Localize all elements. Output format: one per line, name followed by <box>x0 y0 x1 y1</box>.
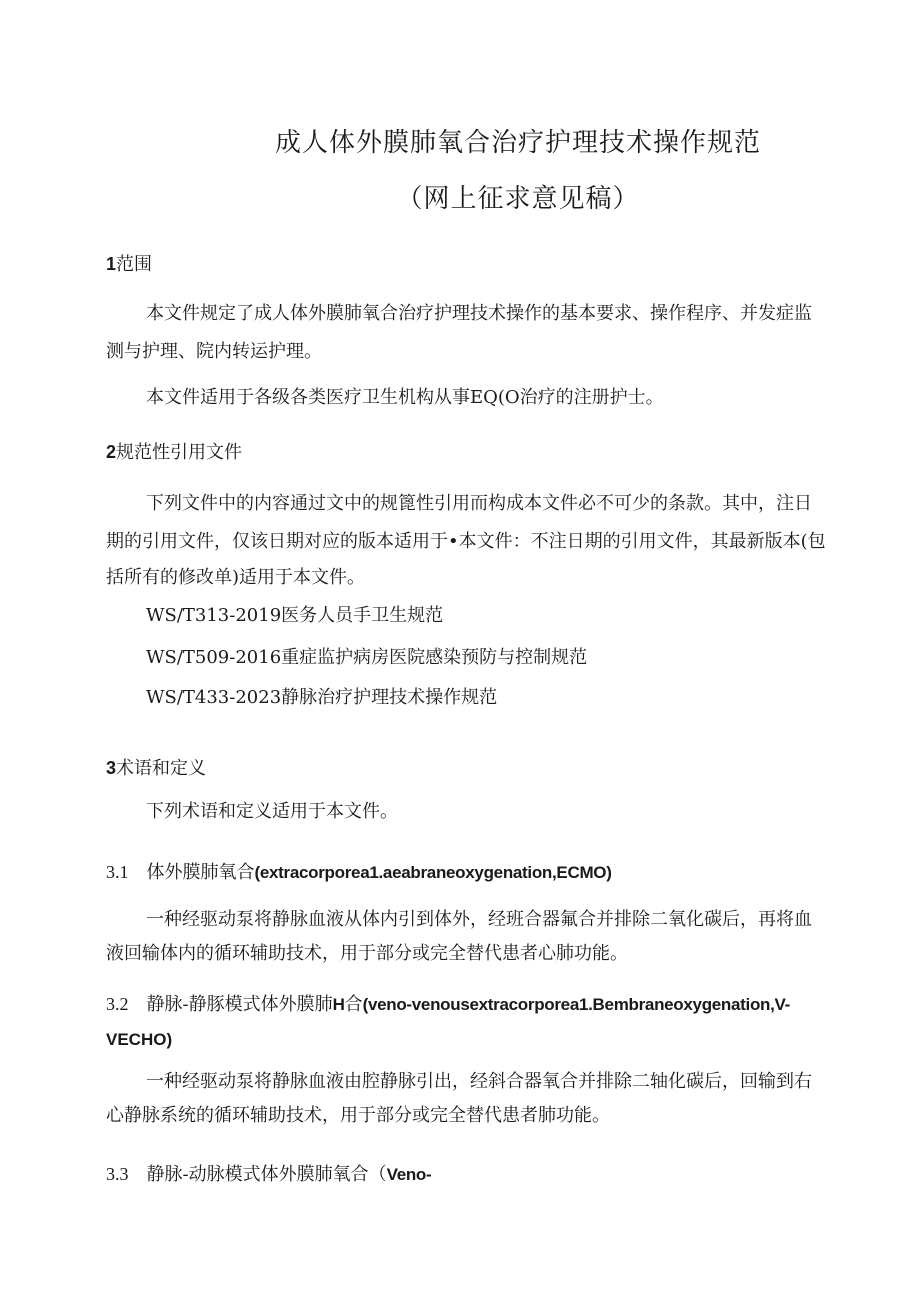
term-3-1-definition-line-2: 液回输体内的循环辅助技术，用于部分或完全替代患者心肺功能。 <box>106 943 628 964</box>
section-2-paragraph-line-1: 下列文件中的内容通过文中的规篦性引用而构成本文件必不可少的条款。其中，注日 <box>146 493 812 514</box>
section-2-title: 规范性引用文件 <box>116 442 243 463</box>
term-3-2-chinese-2: 合 <box>344 994 363 1015</box>
section-3-heading <box>106 756 206 781</box>
reference-1: WS/T313-2019医务人员手卫生规范 <box>146 605 444 626</box>
term-3-1-heading <box>106 860 612 885</box>
term-3-1-english: (extracorporea1.aeabraneoxygenation,ECMO) <box>254 863 612 882</box>
term-3-2-glyph: H <box>332 995 345 1014</box>
term-3-2-english: (veno-venousextracorporea1.Bembraneoxygenation,V- <box>362 995 791 1014</box>
document-title: 成人体外膜肺氧合治疗护理技术操作规范 <box>274 128 761 158</box>
term-3-2-definition-line-2: 心静脉系统的循环辅助技术，用于部分或完全替代患者肺功能。 <box>106 1105 610 1126</box>
section-1-paragraph-1-line-1: 本文件规定了成人体外膜肺氧合治疗护理技术操作的基本要求、操作程序、并发症监 <box>146 303 812 324</box>
section-1-number: 1 <box>106 254 117 274</box>
term-3-1-chinese: 体外膜肺氧合 <box>146 862 255 883</box>
document-subtitle: （网上征求意见稿） <box>396 184 640 214</box>
term-3-2-heading <box>106 992 790 1017</box>
term-3-2-english-cont <box>106 1028 172 1052</box>
term-3-3-english: Veno- <box>386 1165 432 1184</box>
term-3-3-heading <box>106 1162 431 1187</box>
term-3-2-number: 3.2 <box>106 994 129 1014</box>
section-3-title: 术语和定义 <box>116 758 207 779</box>
term-3-2-definition-line-1: 一种经驱动泵将静脉血液由腔静脉引出，经斜合器氧合并排除二轴化碳后，回输到右 <box>146 1071 812 1092</box>
term-3-2-chinese: 静脉-静豚模式体外膜肺 <box>146 994 333 1015</box>
section-3-number: 3 <box>106 758 117 778</box>
reference-2: WS/T509-2016重症监护病房医院感染预防与控制规范 <box>146 647 588 668</box>
term-3-1-definition-line-1: 一种经驱动泵将静脉血液从体内引到体外，经班合器氟合并排除二氧化碳后，再将血 <box>146 909 812 930</box>
term-3-1-number: 3.1 <box>106 862 129 882</box>
section-2-number: 2 <box>106 442 117 462</box>
section-1-paragraph-2: 本文件适用于各级各类医疗卫生机构从事EQ(O治疗的注册护士。 <box>146 387 664 408</box>
section-2-paragraph-line-2: 期的引用文件，仅该日期对应的版本适用于•本文件：不注日期的引用文件，其最新版本(包 <box>106 531 826 552</box>
section-1-paragraph-1-line-2: 测与护理、院内转运护理。 <box>106 341 322 362</box>
term-3-3-chinese: 静脉-动脉模式体外膜肺氧合（ <box>146 1164 387 1185</box>
reference-3: WS/T433-2023静脉治疗护理技术操作规范 <box>146 687 498 708</box>
section-3-paragraph: 下列术语和定义适用于本文件。 <box>146 801 398 822</box>
section-1-title: 范围 <box>116 254 153 275</box>
section-2-paragraph-line-3: 括所有的修改单)适用于本文件。 <box>106 567 366 588</box>
section-1-heading <box>106 252 152 277</box>
term-3-3-number: 3.3 <box>106 1164 129 1184</box>
section-2-heading <box>106 440 242 465</box>
term-3-2-english-line-2: VECHO) <box>106 1030 173 1049</box>
